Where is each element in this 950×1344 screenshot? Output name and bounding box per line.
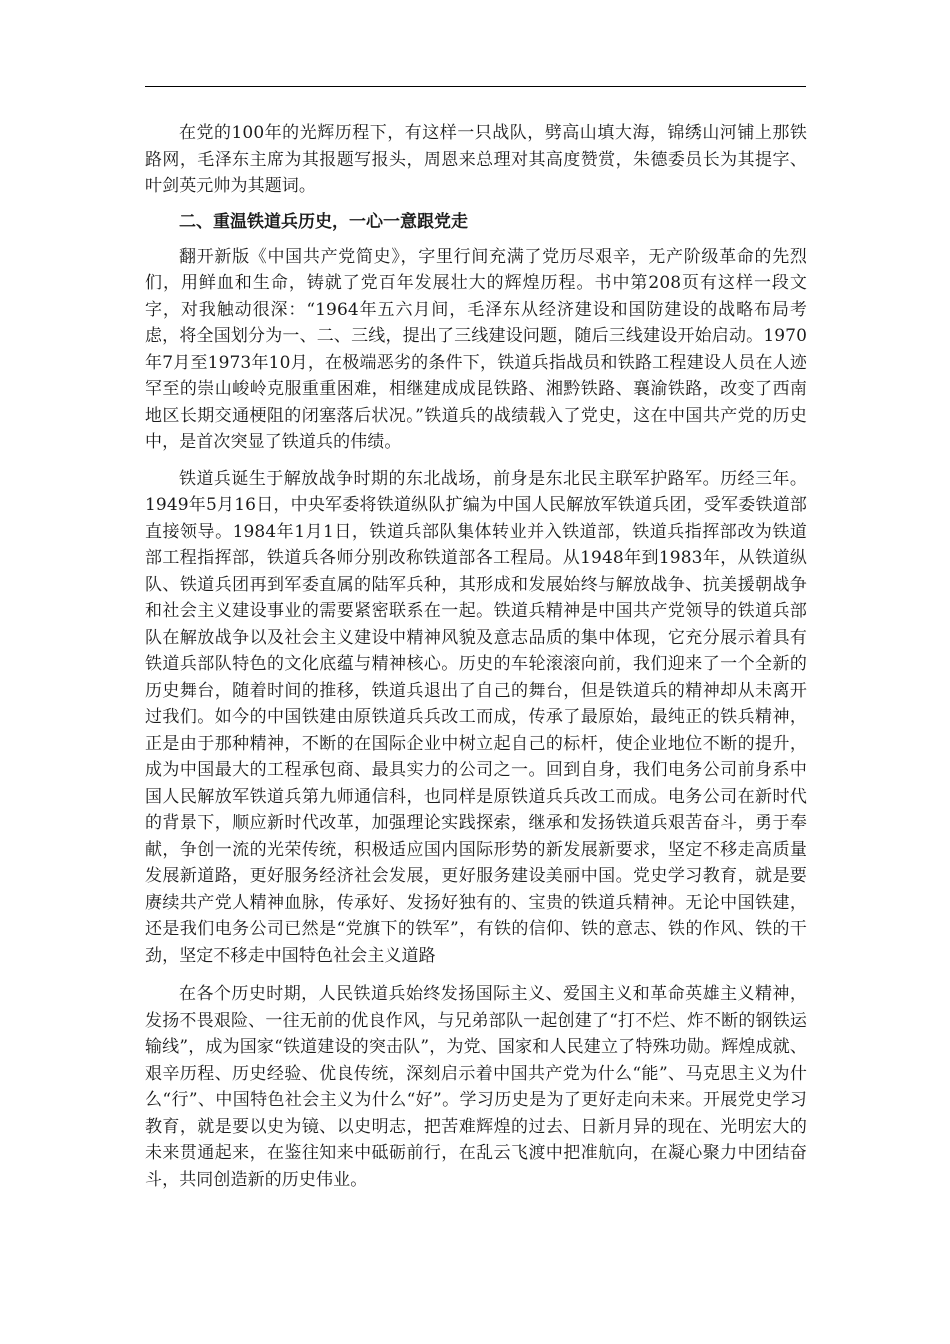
intro-paragraph: 在党的100年的光辉历程下，有这样一只战队，劈高山填大海，锦绣山河铺上那铁路网，毛泽东主席为其报题写报头，周恩来总理对其高度赞赏，朱德委员长为其提字、叶剑英元帅为其题词。 — [145, 123, 807, 196]
history-book-paragraph: 翻开新版《中国共产党简史》，字里行间充满了党历尽艰辛，无产阶级革命的先烈们，用鲜血和生命，铸就了党百年发展壮大的辉煌历程。书中第208页有这样一段文字，对我触动很深：“1964年五六月间，毛泽东从经济建设和国防建设的战略布局考虑，将全国划分为一、二、三线，提出了三线建设问题，随后三线建设开始启动。1970年7月至1973年10月，在极端恶劣的条件下，铁道兵指战员和铁路工程建设人员在人迹罕至的崇山峻岭克服重重困难，相继建成成昆铁路、湘黔铁路、襄渝铁路，改变了西南地区长期交通梗阻的闭塞落后状况。”铁道兵的战绩载入了党史，这在中国共产党的历史中，是首次突显了铁道兵的伟绩。 — [145, 246, 807, 452]
header-rule — [145, 86, 806, 87]
document-body — [145, 120, 807, 1193]
railway-corps-paragraph: 铁道兵诞生于解放战争时期的东北战场，前身是东北民主联军护路军。历经三年。1949年5月16日，中央军委将铁道纵队扩编为中国人民解放军铁道兵团，受军委铁道部直接领导。1984年1月1日，铁道兵部队集体转业并入铁道部，铁道兵指挥部改为铁道部工程指挥部，铁道兵各师分别改称铁道部各工程局。从1948年到1983年，从铁道纵队、铁道兵团再到军委直属的陆军兵种，其形成和发展始终与解放战争、抗美援朝战争和社会主义建设事业的需要紧密联系在一起。铁道兵精神是中国共产党领导的铁道兵部队在解放战争以及社会主义建设中精神风貌及意志品质的集中体现，它充分展示着具有铁道兵部队特色的文化底蕴与精神核心。历史的车轮滚滚向前，我们迎来了一个全新的历史舞台，随着时间的推移，铁道兵退出了自己的舞台，但是铁道兵的精神却从未离开过我们。如今的中国铁建由原铁道兵兵改工而成，传承了最原始，最纯正的铁兵精神，正是由于那种精神，不断的在国际企业中树立起自己的标杆，使企业地位不断的提升，成为中国最大的工程承包商、最具实力的公司之一。回到自身，我们电务公司前身系中国人民解放军铁道兵第九师通信科，也同样是原铁道兵兵改工而成。电务公司在新时代的背景下，顺应新时代改革，加强理论实践探索，继承和发扬铁道兵艰苦奋斗，勇于奉献，争创一流的光荣传统，积极适应国内国际形势的新发展新要求，坚定不移走高质量发展新道路，更好服务经济社会发展，更好服务建设美丽中国。党史学习教育，就是要赓续共产党人精神血脉，传承好、发扬好独有的、宝贵的铁道兵精神。无论中国铁建，还是我们电务公司已然是“党旗下的铁军”，有铁的信仰、铁的意志、铁的作风、铁的干劲，坚定不移走中国特色社会主义道路 — [145, 468, 807, 966]
conclusion-paragraph: 在各个历史时期，人民铁道兵始终发扬国际主义、爱国主义和革命英雄主义精神，发扬不畏艰险、一往无前的优良作风，与兄弟部队一起创建了“打不烂、炸不断的钢铁运输线”，成为国家“铁道建设的突击队”，为党、国家和人民建立了特殊功勋。辉煌成就、艰辛历程、历史经验、优良传统，深刻启示着中国共产党为什么“能”、马克思主义为什么“行”、中国特色社会主义为什么“好”。学习历史是为了更好走向未来。开展党史学习教育，就是要以史为镜、以史明志，把苦难辉煌的过去、日新月异的现在、光明宏大的未来贯通起来，在鉴往知来中砥砺前行，在乱云飞渡中把准航向，在凝心聚力中团结奋斗，共同创造新的历史伟业。 — [145, 984, 807, 1190]
section-heading: 二、重温铁道兵历史，一心一意跟党走 — [179, 211, 468, 232]
